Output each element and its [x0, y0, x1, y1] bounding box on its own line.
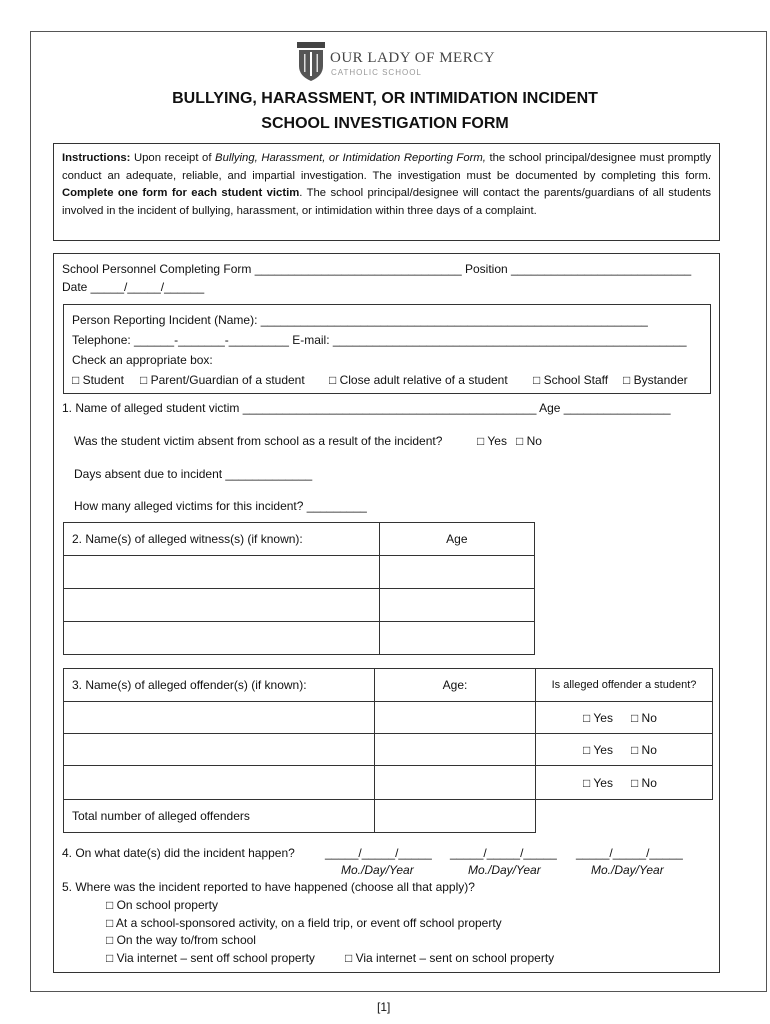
reporter-option-staff[interactable]: □ School Staff: [533, 373, 609, 387]
location-option-commute[interactable]: □ On the way to/from school: [106, 933, 256, 947]
offender-yes-checkbox[interactable]: □ Yes: [583, 775, 613, 790]
witness-header-name: 2. Name(s) of alleged witness(s) (if known):: [64, 523, 380, 556]
victim-absent-yes[interactable]: □ Yes: [477, 434, 507, 448]
instructions-text-3: . The school principal/designee will contact the parents/guardians of all students involved in the incident of bullying, harassment, or intimidation within three days of a complaint.: [62, 187, 711, 217]
offender-age-cell[interactable]: [375, 702, 536, 734]
witness-row: [64, 556, 535, 589]
witness-age-cell[interactable]: [379, 556, 534, 589]
witness-age-cell[interactable]: [379, 589, 534, 622]
witness-name-cell[interactable]: [64, 622, 380, 655]
offender-age-cell[interactable]: [375, 734, 536, 766]
check-box-label: Check an appropriate box:: [72, 353, 213, 367]
reporter-option-relative[interactable]: □ Close adult relative of a student: [329, 373, 508, 387]
instructions-form-name: Bullying, Harassment, or Intimidation Reporting Form,: [215, 152, 486, 164]
witness-table: [63, 522, 535, 655]
witness-row: [64, 589, 535, 622]
school-logo: [297, 42, 497, 86]
form-title-line1: BULLYING, HARASSMENT, OR INTIMIDATION INCIDENT: [172, 90, 598, 107]
offender-table: [63, 668, 713, 833]
reporter-telephone-field[interactable]: Telephone: ______-_______-_________ E-mail: _____________________________________________________: [72, 333, 687, 347]
page-number: [1]: [377, 1000, 391, 1014]
location-question: 5. Where was the incident reported to have happened (choose all that apply)?: [62, 880, 475, 894]
offender-header-student: Is alleged offender a student?: [536, 669, 713, 702]
personnel-field[interactable]: School Personnel Completing Form _______________________________ Position ___________________________: [62, 262, 692, 276]
offender-total-label: Total number of alleged offenders: [64, 800, 375, 833]
witness-name-cell[interactable]: [64, 589, 380, 622]
offender-header-age: Age:: [375, 669, 536, 702]
victim-absent-question: Was the student victim absent from school as a result of the incident?: [74, 434, 443, 448]
offender-no-checkbox[interactable]: □ No: [630, 710, 657, 725]
location-option-activity[interactable]: □ At a school-sponsored activity, on a field trip, or event off school property: [106, 916, 502, 930]
reporter-name-field[interactable]: Person Reporting Incident (Name): __________________________________________________________: [72, 313, 648, 327]
incident-date-1[interactable]: _____/_____/_____: [325, 846, 432, 860]
victim-count-field[interactable]: How many alleged victims for this incident? _________: [74, 499, 367, 513]
offender-row: [64, 702, 713, 734]
offender-header-name: 3. Name(s) of alleged offender(s) (if known):: [64, 669, 375, 702]
offender-name-cell[interactable]: [64, 734, 375, 766]
location-option-school[interactable]: □ On school property: [106, 898, 218, 912]
reporter-option-parent[interactable]: □ Parent/Guardian of a student: [140, 373, 305, 387]
incident-date-3[interactable]: _____/_____/_____: [576, 846, 683, 860]
offender-name-cell[interactable]: [64, 766, 375, 800]
date-field[interactable]: Date _____/_____/______: [62, 280, 205, 294]
witness-row: [64, 622, 535, 655]
offender-yes-checkbox[interactable]: □ Yes: [583, 710, 613, 725]
offender-total-cell[interactable]: [375, 800, 536, 833]
date-format-3: Mo./Day/Year: [591, 863, 664, 877]
victim-absent-no[interactable]: □ No: [516, 434, 542, 448]
crest-icon: [297, 42, 325, 82]
location-option-internet-on[interactable]: □ Via internet – sent on school property: [345, 951, 555, 965]
reporter-option-student[interactable]: □ Student: [72, 373, 124, 387]
instructions-bold: Complete one form for each student victim: [62, 187, 300, 199]
school-name: OUR LADY OF MERCY: [330, 50, 496, 66]
incident-date-question: 4. On what date(s) did the incident happen?: [62, 846, 295, 860]
instructions-box: [53, 143, 720, 241]
offender-name-cell[interactable]: [64, 702, 375, 734]
offender-row: [64, 766, 713, 800]
location-option-internet-off[interactable]: □ Via internet – sent off school property: [106, 951, 315, 965]
school-subtitle: CATHOLIC SCHOOL: [331, 68, 422, 77]
instructions-text-2: the school principal/designee must promptly conduct an adequate, reliable, and impartial investigation. The investigation must be documented by completing this form.: [62, 152, 711, 182]
witness-header-age: Age: [379, 523, 534, 556]
date-format-2: Mo./Day/Year: [468, 863, 541, 877]
incident-date-2[interactable]: _____/_____/_____: [450, 846, 557, 860]
offender-row: [64, 734, 713, 766]
offender-age-cell[interactable]: [375, 766, 536, 800]
offender-no-checkbox[interactable]: □ No: [630, 742, 657, 757]
form-title-line2: SCHOOL INVESTIGATION FORM: [261, 115, 509, 132]
witness-name-cell[interactable]: [64, 556, 380, 589]
offender-no-checkbox[interactable]: □ No: [630, 775, 657, 790]
offender-yes-checkbox[interactable]: □ Yes: [583, 742, 613, 757]
victim-name-field[interactable]: 1. Name of alleged student victim ____________________________________________ Age ________________: [62, 401, 671, 415]
witness-age-cell[interactable]: [379, 622, 534, 655]
date-format-1: Mo./Day/Year: [341, 863, 414, 877]
days-absent-field[interactable]: Days absent due to incident _____________: [74, 467, 313, 481]
instructions-text-1: Upon receipt of: [130, 152, 216, 164]
instructions-label: Instructions:: [62, 152, 131, 164]
reporter-option-bystander[interactable]: □ Bystander: [623, 373, 688, 387]
